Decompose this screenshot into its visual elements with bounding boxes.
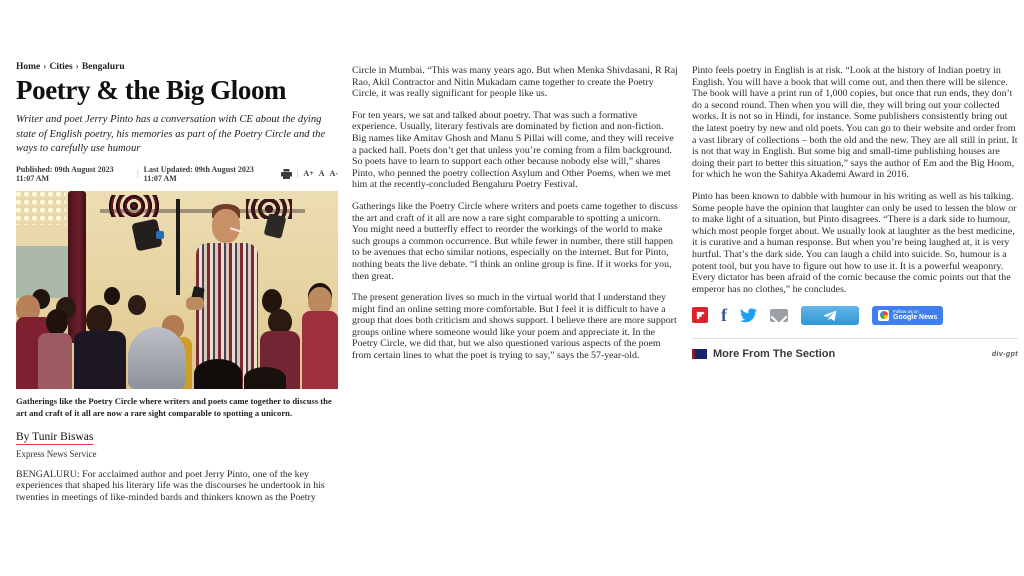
article-paragraph: The present generation lives so much in the virtual world that I understand they might find an online setting more comfortable. But I feel it is difficult to have a group that does both criticism and shows support. I believe there are more support groups online where someone would like your poem and appreciate it. In the Poetry Circle, we did that, but we also questioned various aspects of the poem from certain lines to what the poet is trying to say,” says the 57-year-old. (352, 292, 677, 362)
pubbar-divider: | (137, 169, 139, 179)
photo-audience (104, 287, 120, 305)
photo-audience (128, 327, 186, 389)
byline-author-link[interactable]: By Tunir Biswas (16, 430, 94, 443)
photo-shape (176, 199, 180, 295)
article-standfirst: Writer and poet Jerry Pinto has a conversation with CE about the dying state of English poetry, his memories as part of the Poetry Circle and the ways to carefully use humour (16, 114, 326, 155)
breadcrumb-separator: › (43, 62, 47, 72)
photo-audience (46, 309, 68, 335)
twitter-share-icon[interactable] (740, 308, 757, 323)
google-news-line1: Follow us on (893, 308, 919, 314)
photo-shape (16, 191, 66, 225)
share-bar (692, 305, 1018, 325)
more-from-section-label: More From The Section (713, 348, 836, 361)
font-size-increase-button[interactable]: A+ (303, 169, 314, 179)
photo-audience (38, 333, 72, 389)
font-size-normal-button[interactable]: A (318, 169, 325, 179)
more-from-section (692, 348, 1018, 360)
telegram-share-button[interactable] (801, 306, 859, 325)
pubbar-divider: | (296, 169, 299, 179)
google-news-line2: Google News (893, 313, 938, 321)
breadcrumb-bengaluru[interactable]: Bengaluru (81, 62, 125, 72)
article-paragraph: Pinto has been known to dabble with humour in his writing as well as his talking. Some people have the opinion that laughter can only be used to lessen the blow or to make light of a situation, but Pinto disagrees. “There is a dark side to humour, which most people forget about. We usually look at laughter as the best medicine, it is curative and a human response. But when you’re being laughed at, it is very hurtful. That’s the dark side. You can laugh a child into suicide. So, humour is a potent tool, but you have to figure out how to use it. It is a powerful weaponry. Every dictator has been afraid of the comic because the comic points out that the emperor has no clothes,” he concludes. (692, 190, 1017, 295)
photo-caption: Gatherings like the Poetry Circle where writers and poets came together to discuss the art and craft of it all are now a rare sight comparable to spotting a unicorn. (16, 395, 332, 418)
photo-audience (74, 331, 126, 389)
article-paragraph: Circle in Mumbai. “This was many years ago. But when Menka Shivdasani, R Raj Rao, Akil Contractor and Nitin Mukadam came together to create the Poetry Circle, it was really significant for people like us. (352, 65, 678, 100)
article-paragraph: Pinto feels poetry in English is at risk. “Look at the history of Indian poetry in English. You will have a book that will come out, and then there will be silence. The book will have a print run of 1,000 copies, but once that run ends, they don’t do a second round. Then when you will die, they will bring out your collected works. It is not so in Hindi, for instance. Some publishers consistently bring out the latest poetry by new and old poets. You can go to their website and order from a vast library of collections – both the old and the new. They are all still in print. It is not that way in English. But some big and small-time publishing houses are doing their part to better this situation,” says the author of Em and the Big Hoom, for which he won the Sahitya Akademi Award in 2016. (692, 65, 1018, 181)
more-from-section-header (692, 348, 835, 360)
article-middle-column (352, 62, 678, 372)
photo-audience (302, 311, 338, 389)
breadcrumb-home[interactable]: Home (16, 62, 41, 72)
published-date: Published: 09th August 2023 11:07 AM (16, 164, 114, 183)
google-news-follow-button[interactable] (872, 306, 943, 325)
photo-shape (108, 195, 160, 217)
breadcrumb-separator: › (75, 62, 79, 72)
publish-bar (16, 165, 338, 183)
article-header-column (16, 62, 338, 514)
photo-speaker-head (212, 209, 240, 243)
photo-audience (194, 359, 242, 389)
email-share-icon[interactable] (770, 309, 788, 322)
photo-audience (244, 367, 286, 389)
photo-audience (128, 295, 146, 315)
photo-shape (156, 231, 164, 239)
article-right-column (692, 62, 1018, 360)
page-title: Poetry & the Big Gloom (16, 75, 287, 105)
print-icon[interactable] (281, 169, 292, 179)
article-photo (16, 191, 338, 389)
font-size-decrease-button[interactable]: A- (329, 169, 338, 179)
section-divider (692, 338, 1018, 339)
section-flag-icon (692, 349, 707, 359)
google-news-label (893, 309, 937, 322)
photo-shape (264, 213, 287, 239)
news-agency: Express News Service (16, 448, 97, 459)
photo-shape (68, 191, 86, 343)
flipboard-share-icon[interactable] (692, 307, 708, 323)
breadcrumb-cities[interactable]: Cities (49, 62, 73, 72)
article-paragraph: For ten years, we sat and talked about poetry. That was such a formative experience. Usually, literary festivals are dominated by fiction and non-fiction. Big names like Amitav Ghosh and Manu S Pillai will come, and they will receive a packed hall. Poets don’t get that unless you’re coming from a film background. So poets have to learn to support each other because nobody else will,” shares Pinto, who penned the poetry collection Asylum and Other Poems, when we met him at the recently-concluded Bengaluru Poetry Festival. (352, 109, 674, 191)
article-paragraph: BENGALURU: For acclaimed author and poet Jerry Pinto, one of the key experiences that shaped his literary life was the discourses he undertook in his twenties in meetings of like-minded bards and thinkers known as the Poetry (16, 468, 325, 503)
facebook-share-icon[interactable] (721, 307, 727, 323)
breadcrumb (16, 62, 338, 72)
updated-date: Last Updated: 09th August 2023 11:07 AM (143, 164, 254, 183)
article-paragraph: Gatherings like the Poetry Circle where writers and poets came together to discuss the art and craft of it all are now a rare sight comparable to spotting a unicorn. You might need a butterfly effect to reorder the workings of the world to make such groups a common occurrence. But while fewer in number, there still happen to be avenues that echo similar notions, especially on the internet. But for Pinto, nothing beats the live debate. “I think an online group is fine. If it works for you, then great. (352, 200, 678, 282)
photo-speaker-hand (186, 297, 204, 310)
ad-slot-tag: div-gpt (991, 350, 1018, 358)
google-news-icon (878, 310, 889, 321)
